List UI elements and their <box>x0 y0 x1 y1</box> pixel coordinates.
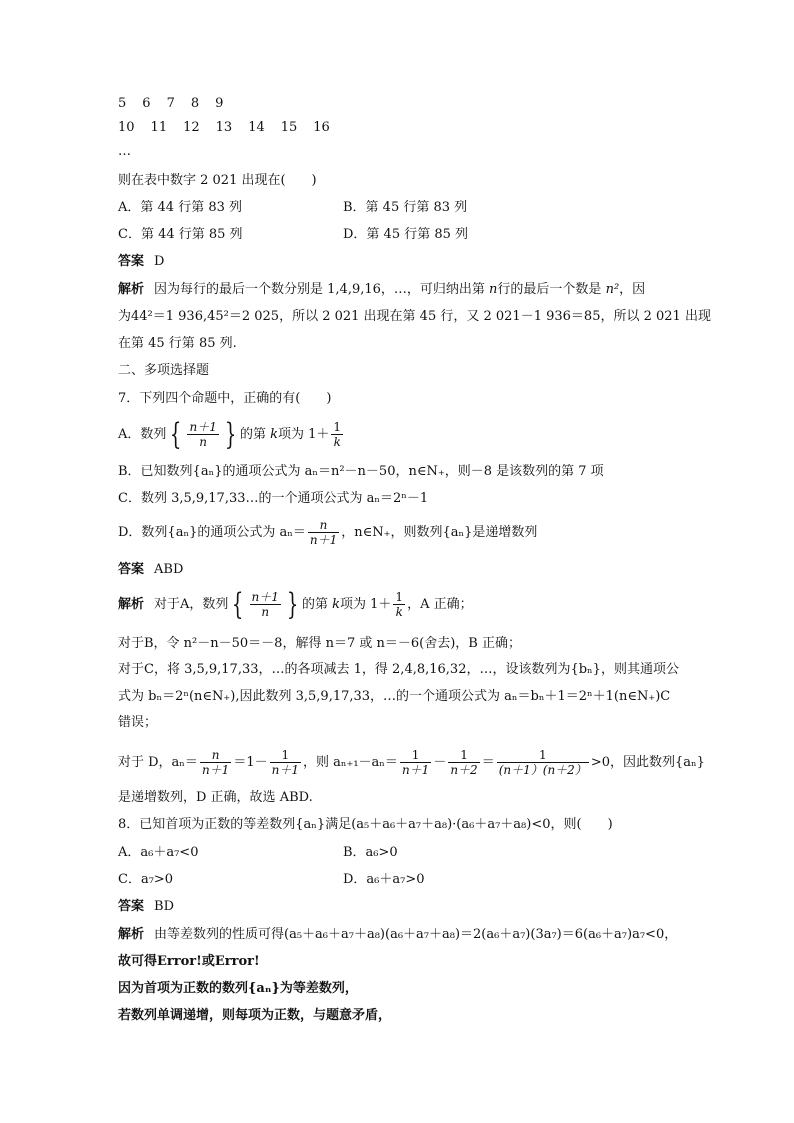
denominator: (n＋1）(n＋2） <box>498 763 587 777</box>
option-text: D．数列{aₙ}的通项公式为 aₙ＝ <box>118 525 306 540</box>
numerator: 1 <box>270 748 301 763</box>
table-cell: 5 <box>118 96 127 111</box>
q7-analysis-c2: 式为 bₙ＝2ⁿ(n∈N₊),因此数列 3,5,9,17,33，…的一个通项公式为 aₙ＝bₙ＋1＝2ⁿ＋1(n∈N₊)C <box>118 689 671 704</box>
q7-analysis-d2: 是递增数列，D 正确，故选 ABD. <box>118 790 313 805</box>
q7-option-a <box>118 418 345 452</box>
q7-analysis-c3: 错误； <box>118 715 158 730</box>
denominator: n＋2 <box>450 763 478 777</box>
q7-analysis-c1: 对于C，将 3,5,9,17,33，…的各项减去 1，得 2,4,8,16,32，…，设该数列为{bₙ}，则其通项公 <box>118 662 679 677</box>
q6-analysis-line-3: 在第 45 行第 85 列. <box>118 336 237 351</box>
analysis-text: － <box>433 755 447 770</box>
q6-analysis-line-2: 为44²＝1 936,45²＝2 025，所以 2 021 出现在第 45 行，又 2 021－1 936＝85，所以 2 021 出现 <box>118 309 711 324</box>
analysis-text: ，因 <box>619 282 646 297</box>
analysis-text: ，A 正确； <box>407 597 473 612</box>
analysis-text: 对于 D，aₙ＝ <box>118 755 198 770</box>
q7-analysis-b: 对于B，令 n²－n－50＝－8，解得 n＝7 或 n＝－6(舍去)，B 正确； <box>118 636 521 651</box>
fraction <box>250 590 281 619</box>
q7-analysis-a <box>118 588 473 622</box>
table-cell: 11 <box>150 120 168 135</box>
table-cell: 12 <box>183 120 200 135</box>
numerator: n＋1 <box>251 590 279 604</box>
q8-analysis-line-2: 故可得Error!或Error! <box>118 954 260 969</box>
numerator: n＋1 <box>189 420 217 434</box>
analysis-text: 的第 <box>301 597 328 612</box>
table-cell: 10 <box>118 120 135 135</box>
numerator: 1 <box>448 748 479 763</box>
fraction <box>331 420 343 449</box>
right-brace-icon: } <box>224 416 237 452</box>
table-cell: 9 <box>215 96 224 111</box>
denominator: n <box>199 435 208 449</box>
option-text: ，n∈N₊，则数列{aₙ}是递增数列 <box>341 525 538 540</box>
table-cell: 15 <box>280 120 298 135</box>
analysis-label: 解析 <box>118 597 145 612</box>
q6-option-a: A．第 44 行第 83 列 <box>118 200 243 215</box>
var-k: k <box>332 597 341 612</box>
denominator: k <box>395 605 403 619</box>
answer-label: 答案 <box>118 899 145 914</box>
denominator: n＋1 <box>201 763 230 777</box>
section-heading: 二、多项选择题 <box>118 363 210 378</box>
fraction <box>200 748 231 777</box>
table-cell: 6 <box>142 96 151 111</box>
answer-value: D <box>154 254 165 269</box>
q6-answer <box>118 253 164 271</box>
fraction <box>400 748 431 777</box>
q8-stem: 8．已知首项为正数的等差数列{aₙ}满足(a₅＋a₆＋a₇＋a₈)·(a₆＋a₇＋a₈)<0，则( ) <box>118 817 613 832</box>
q7-analysis-d <box>118 746 705 780</box>
answer-label: 答案 <box>118 562 145 577</box>
q6-stem: 则在表中数字 2 021 出现在( ) <box>118 173 317 188</box>
var-k: k <box>270 427 278 442</box>
denominator: n＋1 <box>309 533 338 547</box>
table-cell: 13 <box>215 120 233 135</box>
table-cell: 16 <box>313 120 330 135</box>
numerator: 1 <box>333 420 342 434</box>
fraction <box>308 518 339 547</box>
numerator: 1 <box>395 590 404 604</box>
left-brace-icon: { <box>232 586 244 622</box>
numerator: n <box>200 748 231 763</box>
q8-option-b: B．a₆>0 <box>343 845 398 860</box>
denominator: n＋1 <box>401 763 430 777</box>
q8-option-a: A．a₆＋a₇<0 <box>118 845 199 860</box>
q6-option-c: C．第 44 行第 85 列 <box>118 227 243 242</box>
fraction <box>393 590 405 619</box>
denominator: n <box>261 605 270 619</box>
q7-option-d <box>118 516 537 550</box>
fraction <box>497 748 589 777</box>
analysis-text: ＝ <box>481 755 495 770</box>
analysis-text: ＝1－ <box>233 755 268 770</box>
option-text: 项为 1＋ <box>278 427 330 442</box>
q8-analysis-line-3: 因为首项为正数的数列{aₙ}为等差数列， <box>118 981 358 996</box>
denominator: k <box>333 435 341 449</box>
analysis-label: 解析 <box>118 927 145 942</box>
analysis-label: 解析 <box>118 282 145 297</box>
analysis-text: 由等差数列的性质可得(a₅＋a₆＋a₇＋a₈)(a₆＋a₇＋a₈)＝2(a₆＋a₇)(3a₇)＝6(a₆＋a₇)a₇<0， <box>154 927 678 942</box>
q8-option-c: C．a₇>0 <box>118 872 174 887</box>
table-cell: 14 <box>248 120 265 135</box>
var-n: n <box>489 282 498 297</box>
answer-value: BD <box>154 899 174 914</box>
analysis-text: 因为每行的最后一个数分别是 1,4,9,16，…，可归纳出第 <box>154 282 485 297</box>
analysis-text: ，则 aₙ₊₁－aₙ＝ <box>302 755 398 770</box>
answer-label: 答案 <box>118 254 145 269</box>
var-n-squared: n² <box>605 282 620 297</box>
q8-analysis-line-4: 若数列单调递增，则每项为正数，与题意矛盾， <box>118 1008 392 1023</box>
analysis-text: 项为 1＋ <box>340 597 392 612</box>
table-cell: 8 <box>190 96 200 111</box>
q6-option-d: D．第 45 行第 85 列 <box>343 227 469 242</box>
answer-value: ABD <box>154 562 184 577</box>
option-text: A．数列 <box>118 427 167 442</box>
q7-stem: 7．下列四个命题中，正确的有( ) <box>118 391 332 406</box>
q7-option-b: B．已知数列{aₙ}的通项公式为 aₙ＝n²－n－50，n∈N₊，则－8 是该数列的第 7 项 <box>118 464 604 479</box>
q8-option-d: D．a₆＋a₇>0 <box>343 872 425 887</box>
number-table-row-5-9 <box>118 95 239 113</box>
numerator: n <box>308 518 339 533</box>
left-brace-icon: { <box>170 416 182 452</box>
option-text: 的第 <box>239 427 266 442</box>
q8-analysis-line-1 <box>118 926 677 944</box>
q6-option-b: B．第 45 行第 83 列 <box>343 200 468 215</box>
numerator: 1 <box>400 748 431 763</box>
analysis-text: 行的最后一个数是 <box>497 282 602 297</box>
fraction <box>448 748 479 777</box>
q8-answer <box>118 898 174 916</box>
fraction <box>270 748 301 777</box>
analysis-text: 对于A，数列 <box>154 597 229 612</box>
denominator: n＋1 <box>271 763 299 777</box>
q6-analysis-line-1 <box>118 281 645 299</box>
fraction <box>187 420 218 449</box>
number-table-row-10-16 <box>118 119 346 137</box>
right-brace-icon: } <box>286 586 299 622</box>
table-cell: 7 <box>166 96 175 111</box>
table-ellipsis: … <box>118 144 131 159</box>
numerator: 1 <box>497 748 589 763</box>
q7-option-c: C．数列 3,5,9,17,33…的一个通项公式为 aₙ＝2ⁿ－1 <box>118 491 429 506</box>
q7-answer <box>118 561 183 579</box>
analysis-text: >0，因此数列{aₙ} <box>590 755 705 770</box>
